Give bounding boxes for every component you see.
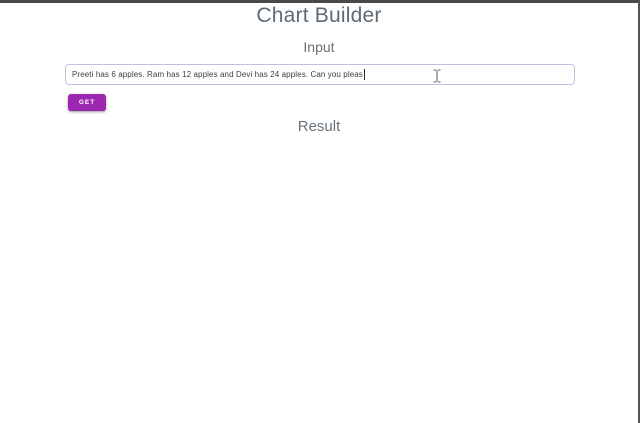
input-section-heading: Input (303, 39, 335, 55)
input-value: Preeti has 6 apples. Ram has 12 apples and Devi has 24 apples. Can you pleas (72, 70, 363, 79)
text-caret (364, 69, 365, 80)
result-section-heading: Result (297, 118, 341, 135)
page-title: Chart Builder (256, 4, 382, 27)
get-button[interactable]: GET (68, 94, 106, 111)
text-input[interactable] (65, 64, 575, 85)
